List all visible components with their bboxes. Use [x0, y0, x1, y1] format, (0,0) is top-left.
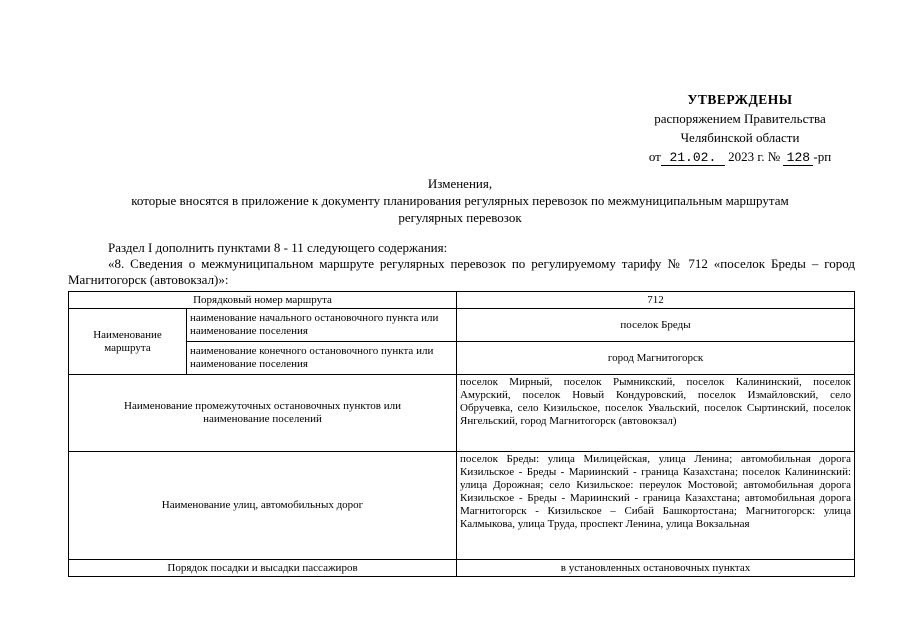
intermediate-stops-value: поселок Мирный, поселок Рымникский, поселок Калининский, поселок Амурский, поселок Новый Кондуровский, поселок Измайловский, село Обручевка, село Кизильское, поселок Увальский, поселок Сыртинский, поселок Янгельский, город Магнитогорск (автовокзал) [457, 375, 855, 452]
table-row [69, 452, 855, 560]
start-point-label: наименование начального остановочного пункта или наименование поселения [187, 309, 457, 342]
number-suffix: -рп [813, 149, 832, 164]
section-paragraph: Раздел I дополнить пунктами 8 - 11 следующего содержания: [108, 240, 448, 255]
item-8-paragraph: «8. Сведения о межмуниципальном маршруте регулярных перевозок по регулируемому тарифу № 712 «поселок Бреды – город Магнитогорск (автовокзал)»: [68, 256, 855, 287]
table-row [69, 560, 855, 577]
intermediate-stops-label: Наименование промежуточных остановочных пунктов или наименование поселений [69, 375, 457, 452]
table-row [69, 375, 855, 452]
end-point-value: город Магнитогорск [457, 342, 855, 375]
streets-value: поселок Бреды: улица Милицейская, улица Ленина; автомобильная дорога Кизильское - Бреды - Мариинский - граница Казахстана; поселок Калининский: улица Дорожная; село Кизильское: переулок Мостовой; автомобильная дорога Кизильское - Бреды - Мариинский - граница Казахстана; автомобильная дорога Магнитогорск - Кизильское – Сибай Башкортостана; Магнитогорск: улица Калмыкова, улица Труда, проспект Ленина, улица Вокзальная [457, 452, 855, 560]
route-number-value: 712 [457, 292, 855, 309]
start-point-value: поселок Бреды [457, 309, 855, 342]
year-text: 2023 г. № [728, 149, 781, 164]
table-row [69, 292, 855, 309]
approval-date-line [610, 147, 870, 166]
boarding-value: в установленных остановочных пунктах [457, 560, 855, 577]
intro-text [68, 240, 855, 288]
date-prefix: от [648, 149, 661, 164]
approval-number: 128 [783, 150, 813, 166]
route-number-label: Порядковый номер маршрута [69, 292, 457, 309]
end-point-label: наименование конечного остановочного пункта или наименование поселения [187, 342, 457, 375]
boarding-label: Порядок посадки и высадки пассажиров [69, 560, 457, 577]
approval-line-1: распоряжением Правительства [654, 111, 826, 126]
approval-date: 21.02. [661, 150, 725, 166]
table-row [69, 342, 855, 375]
route-name-label: Наименование маршрута [69, 309, 187, 375]
title-line-1: Изменения, [427, 176, 493, 191]
approval-block [610, 90, 870, 166]
table-row [69, 309, 855, 342]
title-line-2: которые вносятся в приложение к документу планирования регулярных перевозок по межмуниципальным маршрутам [131, 193, 789, 208]
streets-label: Наименование улиц, автомобильных дорог [69, 452, 457, 560]
approval-heading: УТВЕРЖДЕНЫ [687, 92, 793, 107]
title-line-3: регулярных перевозок [398, 210, 522, 225]
approval-line-2: Челябинской области [680, 130, 800, 145]
document-title [60, 175, 860, 226]
route-table [68, 291, 855, 577]
